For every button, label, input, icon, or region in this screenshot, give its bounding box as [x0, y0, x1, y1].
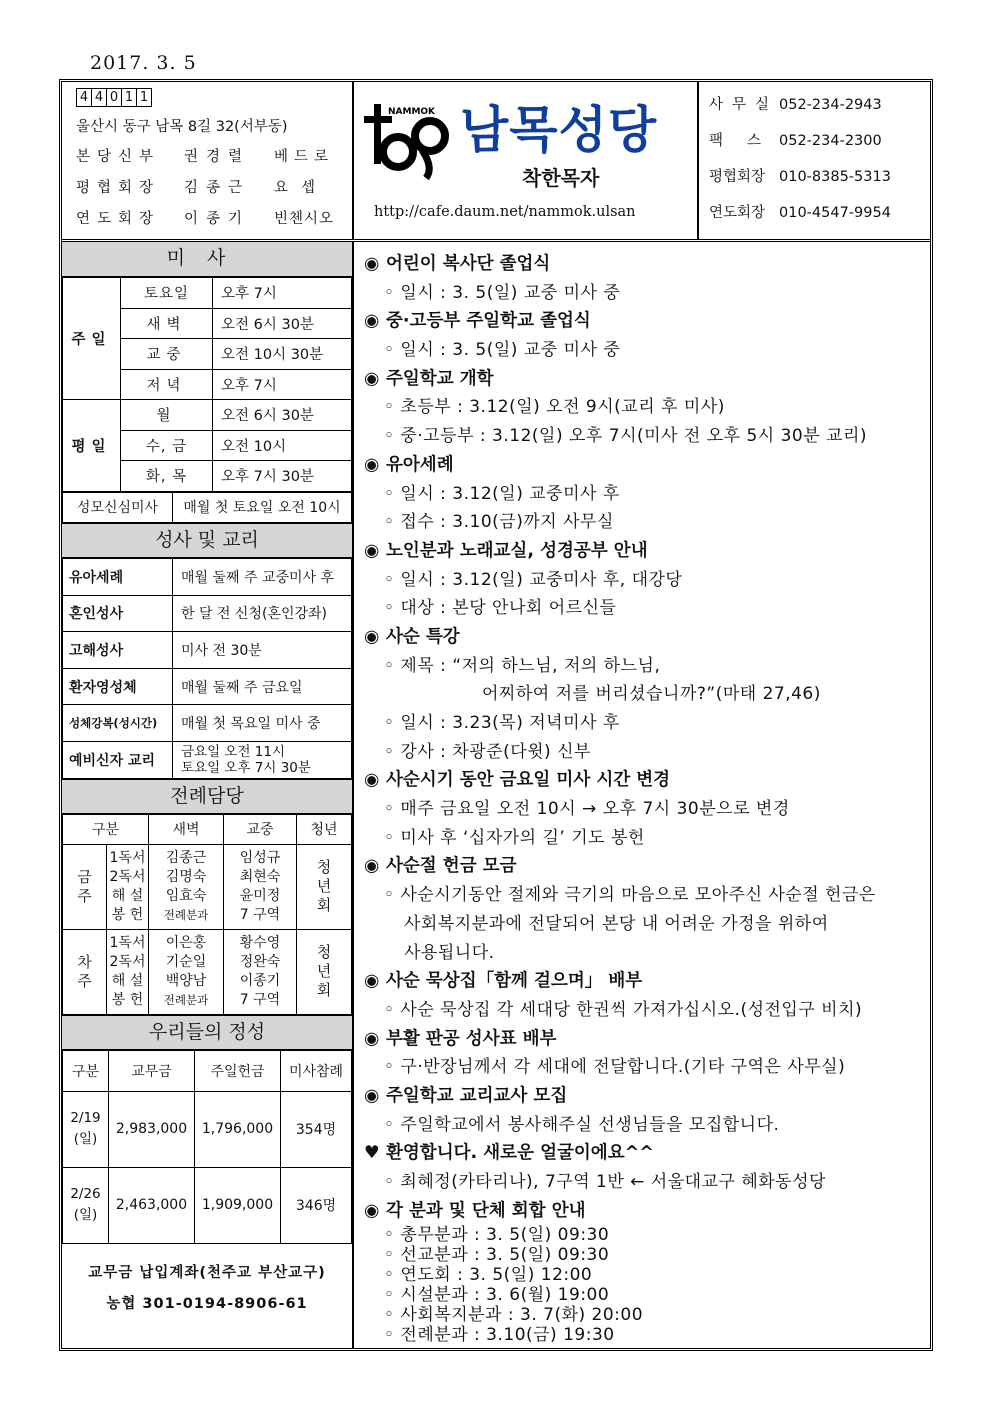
sacrament-value: 미사 전 30분	[173, 632, 352, 669]
notice-title-text: 사순시기 동안 금요일 미사 시간 변경	[386, 770, 671, 791]
staff-row	[76, 142, 352, 173]
mass-table	[62, 277, 352, 492]
notice-detail: ◦ 일시 : 3. 5(일) 교중 미사 중	[384, 340, 621, 361]
special-mass-table	[62, 492, 352, 524]
notice-detail: ◦ 선교분과 : 3. 5(일) 09:30	[384, 1245, 610, 1266]
staff-row	[76, 204, 352, 235]
bullet-icon: ◉	[364, 368, 380, 389]
mass-day: 새벽	[121, 308, 213, 339]
liturgy-header: 구분	[63, 814, 149, 844]
left-column	[62, 242, 354, 1348]
liturgy-person: 전례분과	[163, 907, 209, 922]
liturgy-person: 7 구역	[239, 906, 281, 923]
offering-date-dow: (일)	[73, 1131, 98, 1148]
offering-dues: 2,983,000	[109, 1091, 195, 1167]
liturgy-dawn	[149, 844, 224, 929]
offering-date-dow: (일)	[73, 1207, 98, 1224]
header-contacts	[699, 82, 930, 239]
mass-time: 오후 7시	[213, 369, 352, 400]
staff-name: 김종근	[184, 180, 251, 196]
bullet-icon: ◉	[364, 626, 380, 647]
liturgy-week	[63, 844, 107, 929]
motto: 착한목자	[522, 166, 600, 190]
catechism-time: 토요일 오후 7시 30분	[181, 759, 311, 776]
notice-detail: ◦ 주일학교에서 봉사해주실 선생님들을 모집합니다.	[384, 1114, 780, 1135]
mass-time: 오전 6시 30분	[213, 400, 352, 431]
offering-attendance: 346명	[281, 1167, 352, 1243]
notice-detail: ◦ 초등부 : 3.12(일) 오전 9시(교리 후 미사)	[384, 397, 725, 418]
contact-value: 052-234-2300	[779, 133, 882, 149]
header-title	[354, 82, 699, 239]
postal-digit: 4	[76, 88, 92, 107]
offering-dues: 2,463,000	[109, 1167, 195, 1243]
mass-day: 화, 목	[121, 461, 213, 492]
church-name: 남목성당	[460, 101, 658, 159]
mass-time: 오전 6시 30분	[213, 308, 352, 339]
liturgy-person: 최현숙	[239, 868, 281, 885]
postal-digit: 1	[121, 88, 137, 107]
liturgy-roles	[107, 929, 149, 1014]
mass-time: 오후 7시 30분	[213, 461, 352, 492]
notice-detail: ◦ 일시 : 3.12(일) 교중미사 후	[384, 483, 620, 504]
sacrament-label: 고해성사	[63, 632, 173, 669]
liturgy-week-bottom: 주	[77, 971, 92, 990]
notice-title	[364, 537, 930, 566]
mass-day: 교중	[121, 339, 213, 370]
offering-collection: 1,909,000	[195, 1167, 281, 1243]
sacraments-title: 성사 및 교리	[62, 523, 352, 558]
bullet-icon: ◉	[364, 540, 380, 561]
account-title: 교무금 납입계좌(천주교 부산교구)	[88, 1264, 326, 1281]
postal-digit: 1	[136, 88, 152, 107]
notice-title	[364, 1025, 930, 1054]
contact-row	[709, 94, 930, 130]
liturgy-role: 봉 헌	[111, 991, 144, 1008]
bulletin-frame	[59, 79, 933, 1351]
mass-category: 평일	[63, 400, 121, 492]
notice-title	[364, 1139, 930, 1168]
notice-detail: ◦ 구·반장님께서 각 세대에 전달합니다.(기타 구역은 사무실)	[384, 1057, 846, 1078]
bullet-icon: ◉	[364, 1200, 380, 1221]
staff-name: 이종기	[184, 211, 251, 227]
notice-title	[364, 250, 930, 279]
contact-label: 팩스	[709, 133, 786, 149]
liturgy-header: 청년	[297, 814, 352, 844]
notice-title-text: 어린이 복사단 졸업식	[386, 254, 551, 274]
mass-day: 저녁	[121, 369, 213, 400]
bullet-icon: ◉	[364, 254, 380, 274]
notice-title	[364, 1082, 930, 1111]
sacraments-table	[62, 558, 352, 779]
special-mass-time: 매월 첫 토요일 오전 10시	[173, 492, 352, 523]
bullet-icon: ◉	[364, 311, 380, 332]
offering-header: 미사참례	[281, 1050, 352, 1091]
liturgy-person: 7 구역	[239, 991, 281, 1008]
notice-detail: 사용됩니다.	[404, 942, 495, 963]
liturgy-person: 김명숙	[165, 868, 207, 885]
catechism-time: 금요일 오전 11시	[181, 743, 286, 760]
notice-detail: ◦ 총무분과 : 3. 5(일) 09:30	[384, 1225, 610, 1246]
logo-text: NAMMOK	[388, 107, 436, 117]
notice-title-text: 부활 판공 성사표 배부	[386, 1028, 557, 1049]
contact-row	[709, 202, 930, 238]
account-info	[62, 1244, 352, 1320]
liturgy-person: 정완숙	[239, 953, 281, 970]
notice-title	[364, 365, 930, 394]
notice-detail: 사회복지분과에 전달되어 본당 내 어려운 가정을 위하여	[404, 913, 829, 934]
notice-detail: ◦ 전례분과 : 3.10(금) 19:30	[384, 1325, 615, 1346]
staff-role: 연도회장	[76, 211, 161, 227]
notice-detail: ◦ 일시 : 3.23(목) 저녁미사 후	[384, 713, 620, 733]
liturgy-dawn	[149, 929, 224, 1014]
notice-detail: ◦ 제목 : “저의 하느님, 저의 하느님,	[384, 655, 661, 676]
bullet-icon: ◉	[364, 971, 380, 992]
bullet-icon: ◉	[364, 1085, 380, 1106]
offering-table	[62, 1050, 352, 1244]
liturgy-roles	[107, 844, 149, 929]
liturgy-role: 2독서	[109, 868, 146, 885]
notice-detail: ◦ 연도회 : 3. 5(일) 12:00	[384, 1265, 593, 1286]
header-info	[62, 82, 354, 239]
notice-title	[364, 967, 930, 996]
contact-row	[709, 130, 930, 166]
notice-title-text: 주일학교 교리교사 모집	[386, 1085, 568, 1106]
liturgy-person: 김종근	[165, 849, 207, 866]
mass-category: 주일	[63, 278, 121, 400]
notice-title	[364, 766, 930, 795]
liturgy-person: 전례분과	[163, 992, 209, 1007]
offering-title: 우리들의 정성	[62, 1015, 352, 1050]
offering-date	[63, 1167, 109, 1243]
notice-detail: ◦ 미사 후 ‘십자가의 길’ 기도 봉헌	[384, 827, 645, 848]
liturgy-role: 1독서	[109, 934, 146, 951]
liturgy-table	[62, 814, 352, 1015]
liturgy-youth-char: 회	[316, 981, 332, 1000]
sacrament-label: 성체강복(성시간)	[63, 705, 173, 742]
liturgy-youth-char: 년	[316, 962, 332, 981]
liturgy-header: 새벽	[149, 814, 224, 844]
liturgy-youth-char: 청	[316, 943, 332, 962]
offering-collection: 1,796,000	[195, 1091, 281, 1167]
notice-detail: ◦ 일시 : 3. 5(일) 교중 미사 중	[384, 282, 621, 303]
bullet-icon: ◉	[364, 856, 380, 877]
offering-header: 구분	[63, 1050, 109, 1091]
liturgy-title: 전례담당	[62, 779, 352, 814]
staff-role: 평협회장	[76, 180, 161, 196]
notice-detail: ◦ 사순시기동안 절제와 극기의 마음으로 모아주신 사순절 헌금은	[384, 885, 876, 906]
notice-title-text: 환영합니다. 새로운 얼굴이에요^^	[386, 1143, 654, 1164]
sacrament-label: 예비신자 교리	[63, 741, 173, 778]
bulletin-header	[62, 82, 930, 242]
notice-detail: ◦ 강사 : 차광준(다윗) 신부	[384, 741, 591, 762]
liturgy-week-bottom: 주	[77, 886, 92, 905]
liturgy-youth-char: 회	[316, 896, 332, 915]
account-number: 농협 301-0194-8906-61	[106, 1295, 308, 1312]
sacrament-value	[173, 741, 352, 778]
staff-baptismal: 빈첸시오	[274, 211, 335, 227]
special-mass-label: 성모신심미사	[63, 492, 173, 523]
liturgy-main	[224, 844, 297, 929]
staff-row	[76, 173, 352, 204]
notice-title-text: 노인분과 노래교실, 성경공부 안내	[386, 540, 648, 561]
notice-title-text: 주일학교 개학	[386, 368, 494, 389]
cafe-url[interactable]: http://cafe.daum.net/nammok.ulsan	[374, 204, 636, 220]
liturgy-youth-char: 년	[316, 877, 332, 896]
liturgy-role: 해 설	[111, 972, 144, 989]
notice-detail: ◦ 시설분과 : 3. 6(월) 19:00	[384, 1285, 610, 1306]
mass-day: 토요일	[121, 278, 213, 309]
sacrament-label: 혼인성사	[63, 595, 173, 632]
liturgy-week	[63, 929, 107, 1014]
notice-title-text: 사순 묵상집「함께 걸으며」 배부	[386, 971, 643, 992]
sacrament-value: 한 달 전 신청(혼인강좌)	[173, 595, 352, 632]
notice-detail: ◦ 사회복지분과 : 3. 7(화) 20:00	[384, 1305, 644, 1326]
notice-detail: ◦ 중·고등부 : 3.12(일) 오후 7시(미사 전 오후 5시 30분 교리)	[384, 426, 868, 447]
notice-detail: ◦ 일시 : 3.12(일) 교중미사 후, 대강당	[384, 569, 683, 590]
notice-title-text: 사순절 헌금 모금	[386, 856, 517, 877]
bulletin-date: 2017. 3. 5	[90, 52, 197, 74]
liturgy-header: 교중	[224, 814, 297, 844]
contact-label: 사무실	[709, 97, 779, 113]
contact-value: 010-4547-9954	[779, 205, 891, 221]
bullet-icon: ◉	[364, 1028, 380, 1049]
offering-header: 교무금	[109, 1050, 195, 1091]
notice-detail: ◦ 사순 묵상집 각 세대당 한권씩 가져가십시오.(성전입구 비치)	[384, 999, 863, 1020]
mass-day: 수, 금	[121, 430, 213, 461]
liturgy-person: 황수영	[239, 934, 281, 951]
offering-date-md: 2/19	[70, 1110, 101, 1127]
liturgy-role: 해 설	[111, 887, 144, 904]
offering-date	[63, 1091, 109, 1167]
liturgy-week-top: 차	[77, 952, 92, 971]
liturgy-person: 윤미정	[239, 887, 281, 904]
liturgy-person: 이은홍	[165, 934, 207, 951]
liturgy-week-top: 금	[77, 867, 92, 886]
sacrament-label: 환자영성체	[63, 668, 173, 705]
mass-time: 오전 10시	[213, 430, 352, 461]
staff-baptismal: 베드로	[274, 149, 335, 165]
liturgy-youth	[297, 929, 352, 1014]
contact-label: 연도회장	[709, 205, 766, 221]
contact-row	[709, 166, 930, 202]
church-logo-icon	[364, 98, 456, 180]
notice-detail: ◦ 대상 : 본당 안나회 어르신들	[384, 598, 617, 619]
liturgy-youth	[297, 844, 352, 929]
liturgy-main	[224, 929, 297, 1014]
sacrament-value: 매월 첫 목요일 미사 중	[173, 705, 352, 742]
staff-role: 본당신부	[76, 149, 161, 165]
contact-value: 010-8385-5313	[779, 169, 891, 185]
contact-label: 평협회장	[709, 169, 766, 185]
notice-title-text: 사순 특강	[386, 626, 460, 647]
liturgy-role: 1독서	[109, 849, 146, 866]
liturgy-person: 이종기	[239, 972, 281, 989]
postal-code	[76, 88, 352, 107]
notice-title	[364, 623, 930, 652]
mass-day: 월	[121, 400, 213, 431]
mass-time: 오전 10시 30분	[213, 339, 352, 370]
contact-value: 052-234-2943	[779, 97, 882, 113]
notice-title	[364, 451, 930, 480]
staff-baptismal: 요셉	[274, 180, 329, 196]
notices-column	[356, 242, 930, 1348]
staff-name: 권경렬	[184, 149, 251, 165]
bullet-icon: ◉	[364, 770, 380, 791]
sacrament-value: 매월 둘째 주 금요일	[173, 668, 352, 705]
liturgy-youth-char: 청	[316, 858, 332, 877]
liturgy-role: 2독서	[109, 953, 146, 970]
sacrament-value: 매월 둘째 주 교중미사 후	[173, 559, 352, 596]
notice-detail: ◦ 최혜정(카타리나), 7구역 1반 ← 서울대교구 혜화동성당	[384, 1172, 826, 1192]
mass-time: 오후 7시	[213, 278, 352, 309]
liturgy-person: 기순일	[165, 953, 207, 970]
notice-detail: 어찌하여 저를 버리셨습니까?”(마태 27,46)	[482, 684, 821, 705]
notice-detail: ◦ 매주 금요일 오전 10시 → 오후 7시 30분으로 변경	[384, 799, 790, 820]
notice-title	[364, 307, 930, 336]
notice-detail: ◦ 접수 : 3.10(금)까지 사무실	[384, 512, 614, 533]
postal-digit: 0	[106, 88, 122, 107]
postal-digit: 4	[91, 88, 107, 107]
bullet-icon: ◉	[364, 454, 380, 475]
offering-date-md: 2/26	[70, 1186, 101, 1203]
notice-title	[364, 852, 930, 881]
notice-title-text: 유아세례	[386, 454, 454, 475]
heart-icon: ♥	[364, 1143, 380, 1164]
address: 울산시 동구 남목 8길 32(서부동)	[76, 119, 288, 135]
liturgy-person: 임효숙	[165, 887, 207, 904]
notice-title	[364, 1197, 930, 1226]
liturgy-role: 봉 헌	[111, 906, 144, 923]
offering-header: 주일헌금	[195, 1050, 281, 1091]
mass-title: 미사	[62, 242, 352, 277]
offering-attendance: 354명	[281, 1091, 352, 1167]
liturgy-person: 임성규	[239, 849, 281, 866]
sacrament-label: 유아세례	[63, 559, 173, 596]
notice-title-text: 중·고등부 주일학교 졸업식	[386, 311, 591, 332]
notice-title-text: 각 분과 및 단체 회합 안내	[386, 1200, 586, 1221]
liturgy-person: 백양남	[165, 972, 207, 989]
